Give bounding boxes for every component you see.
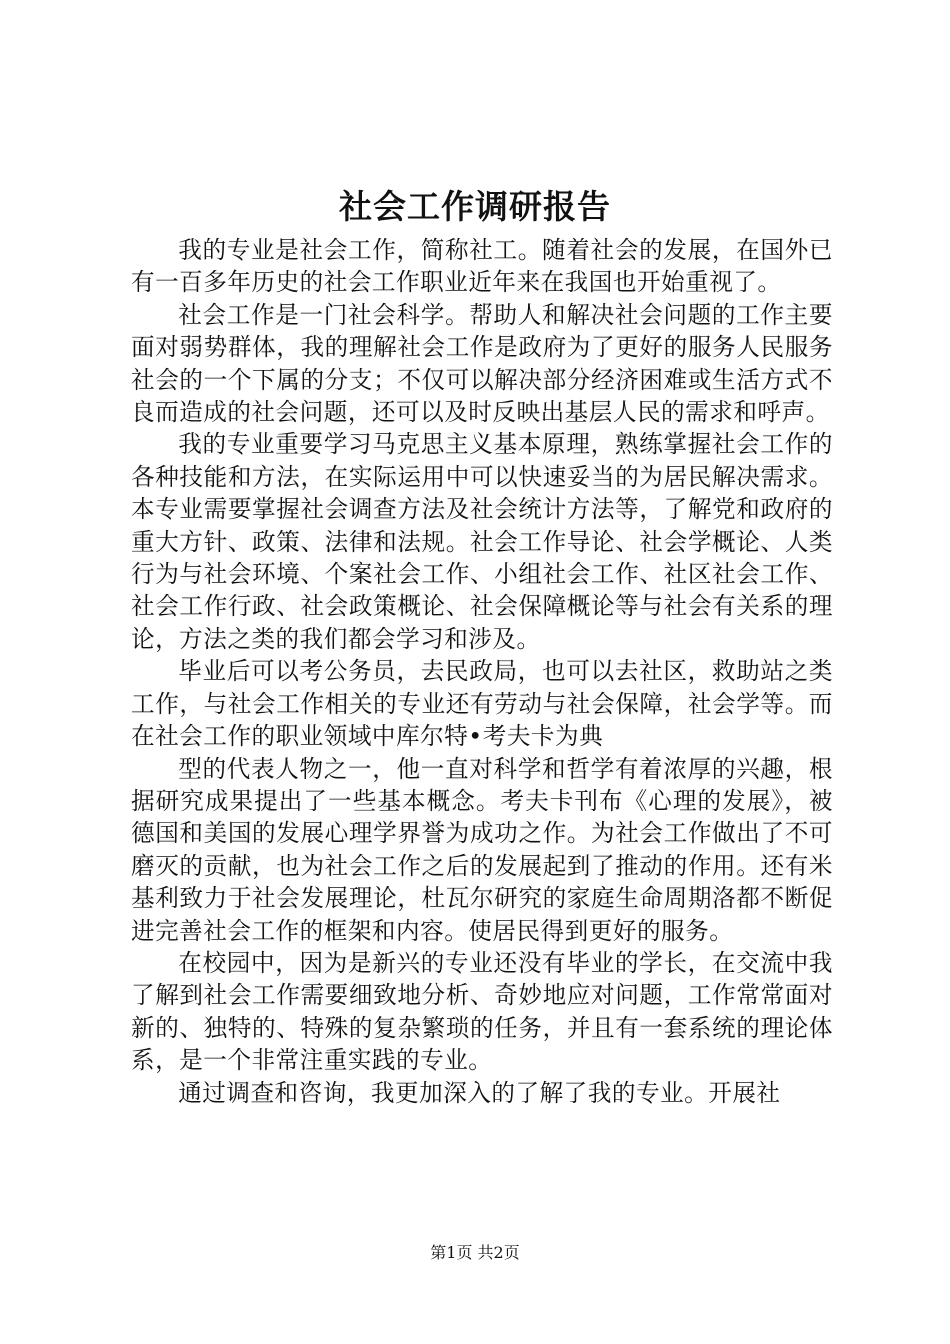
paragraph: 我的专业重要学习马克思主义基本原理，熟练掌握社会工作的各种技能和方法，在实际运用中可以快速妥当的为居民解决需求。本专业需要掌握社会调查方法及社会统计方法等，了解党和政府的重大方针、政策、法律和法规。社会工作导论、社会学概论、人类行为与社会环境、个案社会工作、小组社会工作、社区社会工作、社会工作行政、社会政策概论、社会保障概论等与社会有关系的理论，方法之类的我们都会学习和涉及。 (131, 430, 833, 653)
paragraph: 通过调查和咨询，我更加深入的了解了我的专业。开展社 (178, 1078, 781, 1107)
paragraph: 毕业后可以考公务员，去民政局，也可以去社区，救助站之类工作，与社会工作相关的专业还有劳动与社会保障，社会学等。而在社会工作的职业领域中库尔特•考夫卡为典 (131, 657, 833, 751)
paragraph: 社会工作是一门社会科学。帮助人和解决社会问题的工作主要面对弱势群体，我的理解社会工作是政府为了更好的服务人民服务社会的一个下属的分支；不仅可以解决部分经济困难或生活方式不良而造成的社会问题，还可以及时反映出基层人民的需求和呼声。 (131, 300, 833, 427)
paragraph: 我的专业是社会工作，简称社工。随着社会的发展，在国外已有一百多年历史的社会工作职业近年来在我国也开始重视了。 (131, 236, 833, 297)
document-title: 社会工作调研报告 (339, 187, 611, 226)
page-footer: 第1页 共2页 (430, 1243, 520, 1262)
paragraph: 在校园中，因为是新兴的专业还没有毕业的学长，在交流中我了解到社会工作需要细致地分析、奇妙地应对问题，工作常常面对新的、独特的、特殊的复杂繁琐的任务，并且有一套系统的理论体系，是一个非常注重实践的专业。 (131, 948, 833, 1075)
paragraph: 型的代表人物之一，他一直对科学和哲学有着浓厚的兴趣，根据研究成果提出了一些基本概念。考夫卡刊布《心理的发展》，被德国和美国的发展心理学界誉为成功之作。为社会工作做出了不可磨灭的贡献，也为社会工作之后的发展起到了推动的作用。还有米基利致力于社会发展理论，杜瓦尔研究的家庭生命周期洛都不断促进完善社会工作的框架和内容。使居民得到更好的服务。 (131, 754, 833, 945)
document-body (131, 234, 833, 1109)
